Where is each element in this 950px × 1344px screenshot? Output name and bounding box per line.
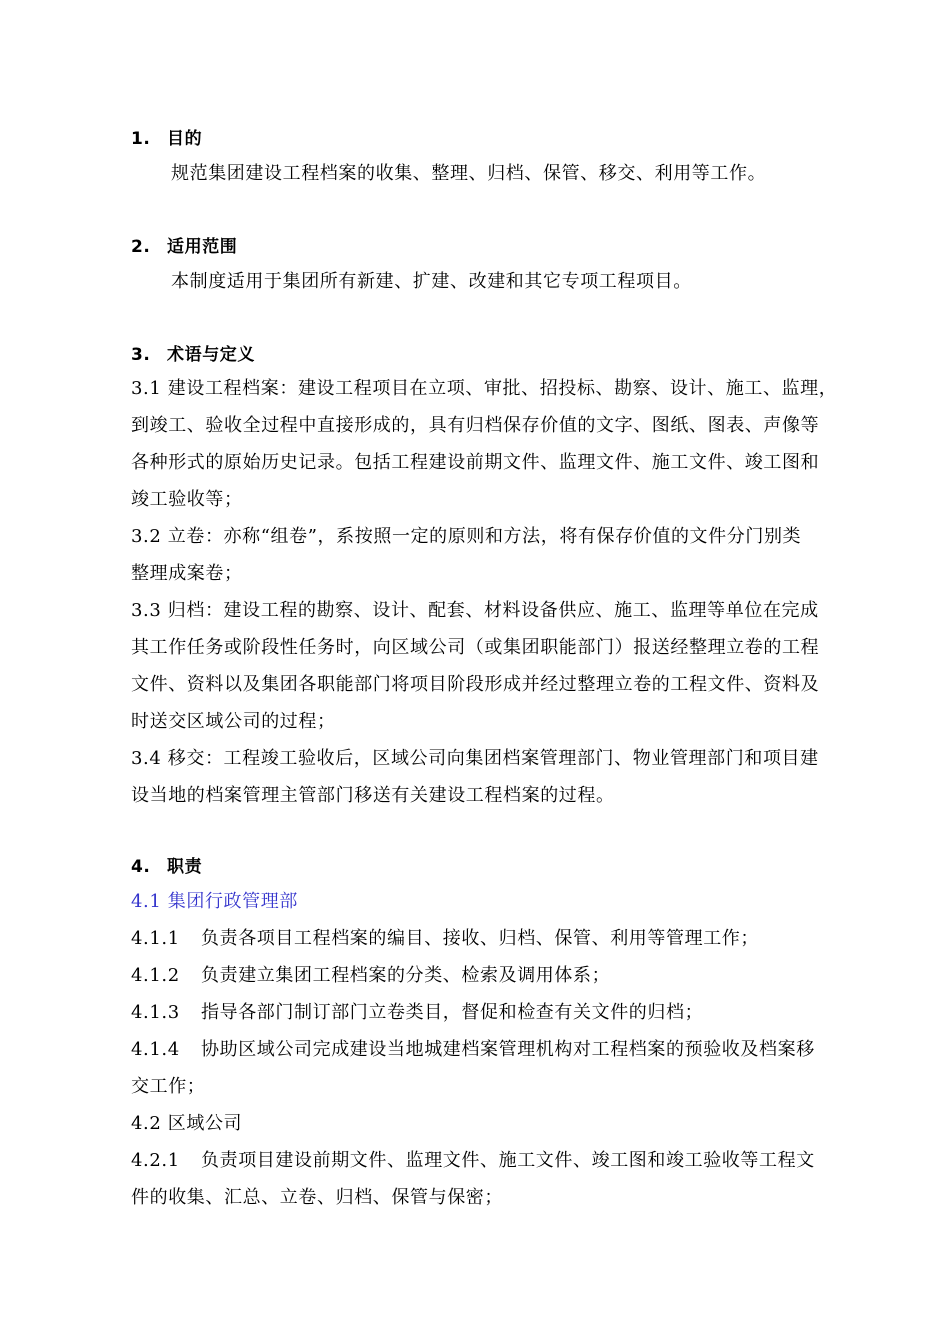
section-2-body: 本制度适用于集团所有新建、扩建、改建和其它专项工程项目。	[171, 271, 692, 292]
paragraph-line: 3.3 归档：建设工程的勘察、设计、配套、材料设备供应、施工、监理等单位在完成	[131, 600, 819, 621]
paragraph-line: 3.2 立卷：亦称“组卷”，系按照一定的原则和方法，将有保存价值的文件分门别类	[131, 526, 802, 547]
section-heading-1	[131, 127, 202, 151]
list-item	[131, 1149, 815, 1173]
item-text: 指导各部门制订部门立卷类目，督促和检查有关文件的归档；	[201, 1002, 704, 1023]
paragraph-line: 到竣工、验收全过程中直接形成的，具有归档保存价值的文字、图纸、图表、声像等	[131, 415, 820, 436]
item-text: 负责建立集团工程档案的分类、检索及调用体系；	[201, 965, 611, 986]
section-heading-3	[131, 343, 255, 367]
item-text: 负责项目建设前期文件、监理文件、施工文件、竣工图和竣工验收等工程文	[201, 1150, 815, 1171]
item-text: 负责各项目工程档案的编目、接收、归档、保管、利用等管理工作；	[201, 928, 759, 949]
paragraph-line: 设当地的档案管理主管部门移送有关建设工程档案的过程。	[131, 785, 615, 806]
section-1-body: 规范集团建设工程档案的收集、整理、归档、保管、移交、利用等工作。	[171, 163, 767, 184]
paragraph-line: 文件、资料以及集团各职能部门将项目阶段形成并经过整理立卷的工程文件、资料及	[131, 674, 820, 695]
subsection-title-4-2: 4.2 区域公司	[131, 1113, 243, 1134]
paragraph-line: 3.4 移交：工程竣工验收后，区域公司向集团档案管理部门、物业管理部门和项目建	[131, 748, 819, 769]
list-item	[131, 927, 759, 951]
section-title: 目的	[167, 129, 203, 149]
item-number: 4.1.1	[131, 928, 180, 949]
item-number: 4.2.1	[131, 1150, 180, 1171]
subsection-title-4-1: 4.1 集团行政管理部	[131, 891, 298, 912]
paragraph-line: 3.1 建设工程档案：建设工程项目在立项、审批、招投标、勘察、设计、施工、监理，	[131, 378, 838, 399]
paragraph-line: 各种形式的原始历史记录。包括工程建设前期文件、监理文件、施工文件、竣工图和	[131, 452, 820, 473]
section-title: 职责	[167, 857, 203, 877]
item-text: 协助区域公司完成建设当地城建档案管理机构对工程档案的预验收及档案移	[201, 1039, 815, 1060]
list-item	[131, 964, 610, 988]
paragraph-line: 竣工验收等；	[131, 489, 243, 510]
list-item	[131, 1001, 703, 1025]
list-item-continuation: 交工作；	[131, 1076, 206, 1097]
section-number: 4.	[131, 857, 151, 877]
section-number: 1.	[131, 129, 151, 149]
list-item-continuation: 件的收集、汇总、立卷、归档、保管与保密；	[131, 1187, 503, 1208]
section-heading-4	[131, 855, 202, 879]
section-heading-2	[131, 235, 237, 259]
paragraph-line: 其工作任务或阶段性任务时，向区域公司（或集团职能部门）报送经整理立卷的工程	[131, 637, 820, 658]
item-number: 4.1.4	[131, 1039, 180, 1060]
paragraph-line: 整理成案卷；	[131, 563, 243, 584]
section-title: 术语与定义	[167, 345, 255, 365]
section-number: 2.	[131, 237, 151, 257]
item-number: 4.1.3	[131, 1002, 180, 1023]
item-number: 4.1.2	[131, 965, 180, 986]
section-number: 3.	[131, 345, 151, 365]
section-title: 适用范围	[167, 237, 238, 257]
list-item	[131, 1038, 815, 1062]
paragraph-line: 时送交区域公司的过程；	[131, 711, 336, 732]
